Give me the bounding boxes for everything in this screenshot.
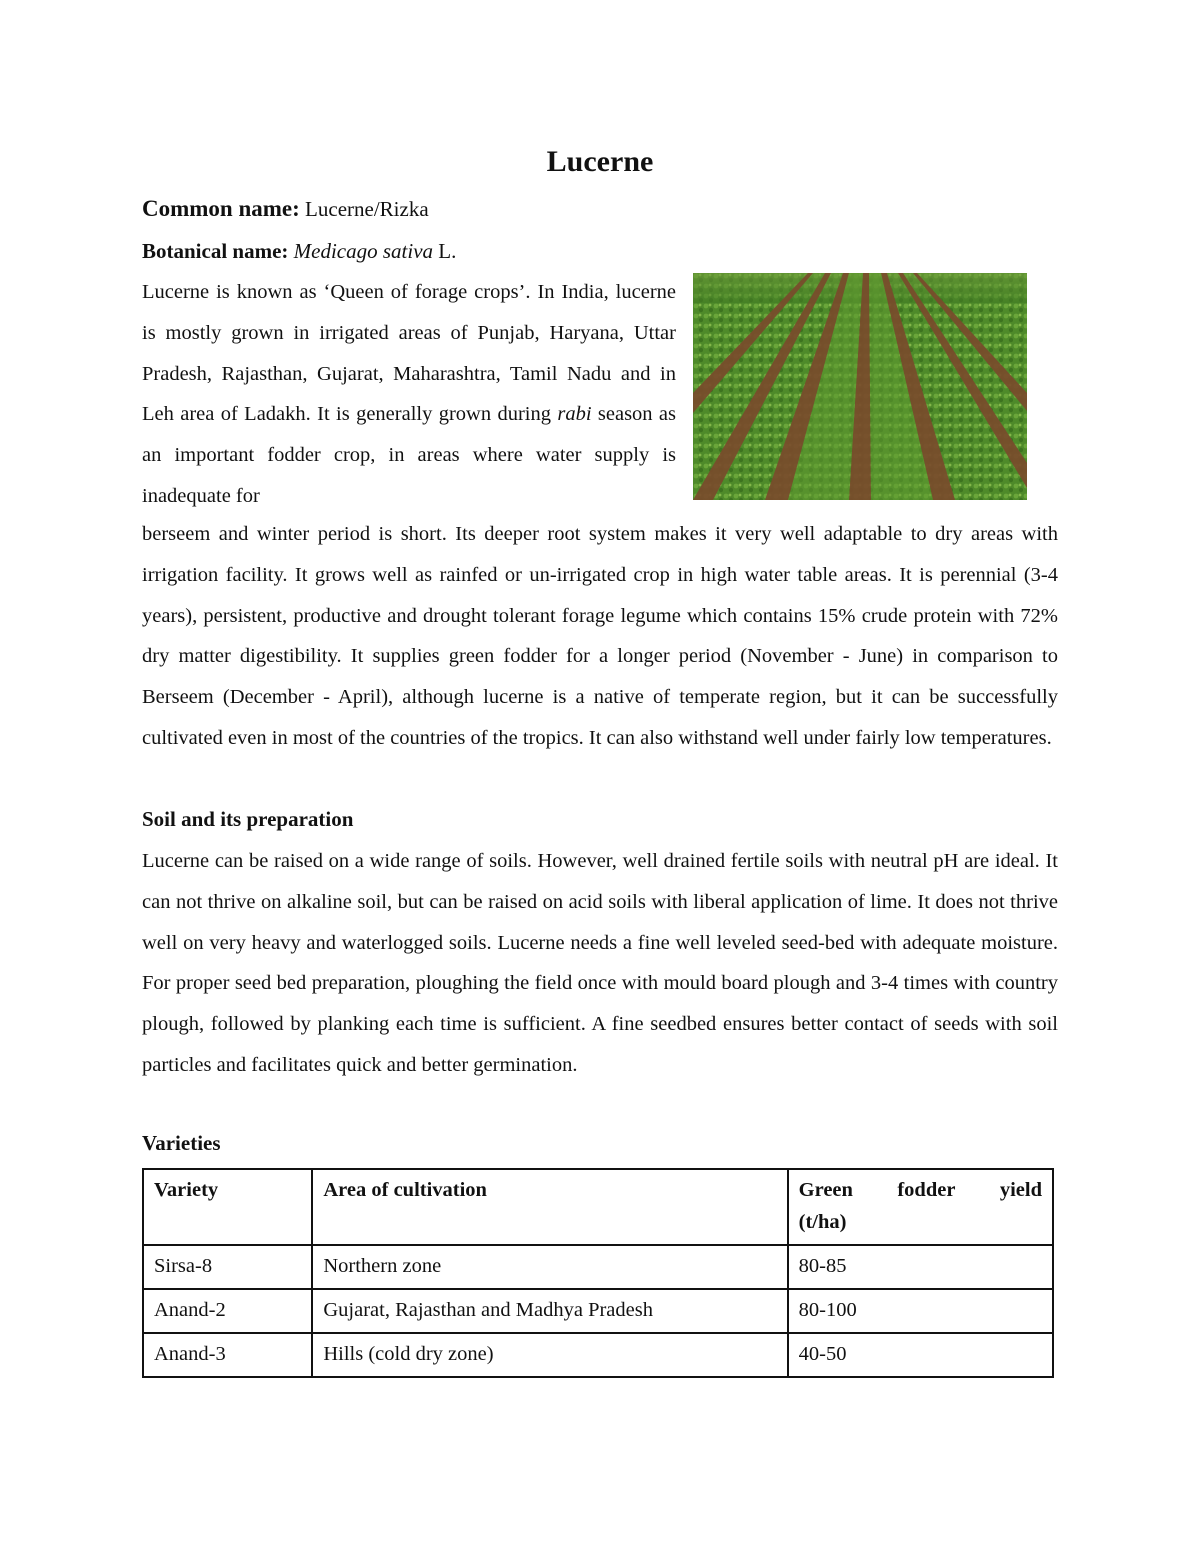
table-row xyxy=(143,1245,1053,1289)
field-illustration xyxy=(693,273,1027,500)
soil-paragraph: Lucerne can be raised on a wide range of soils. However, well drained fertile soils with neutral pH are ideal. It can not thrive on alkaline soil, but can be raised on acid soils with liberal application of lime. It does not thrive well on very heavy and waterlogged soils. Lucerne needs a fine well leveled seed-bed with adequate moisture. For proper seed bed preparation, ploughing the field once with mould board plough and 3-4 times with country plough, followed by planking each time is sufficient. A fine seedbed ensures better contact of seeds with soil particles and facilitates quick and better germination. xyxy=(142,850,1058,1076)
intro-text-a: Lucerne is known as ‘Queen of forage crops’. In India, lucerne is mostly grown in irrigated areas of Punjab, Haryana, Uttar Pradesh, Rajasthan, Gujarat, Maharashtra, Tamil Nadu and in Leh area of Ladakh. It is generally grown during xyxy=(142,281,676,426)
intro-continuation: berseem and winter period is short. Its deeper root system makes it very well adaptable to dry areas with irrigation facility. It grows well as rainfed or un-irrigated crop in high water table areas. It is perennial (3-4 years), persistent, productive and drought tolerant forage legume which contains 15% crude protein with 72% dry matter digestibility. It supplies green fodder for a longer period (November - June) in comparison to Berseem (December - April), although lucerne is a native of temperate region, but it can be successfully cultivated even in most of the countries of the tropics. It can also withstand well under fairly low temperatures. xyxy=(142,523,1058,749)
table-cell-yield: 80-85 xyxy=(788,1245,1053,1289)
table-cell-area: Hills (cold dry zone) xyxy=(312,1333,787,1377)
table-header-area: Area of cultivation xyxy=(312,1169,787,1245)
botanical-name-suffix: L. xyxy=(438,239,457,263)
page-title: Lucerne xyxy=(546,145,654,178)
table-header-yield xyxy=(788,1169,1053,1245)
yield-header-word-yield: yield xyxy=(999,1179,1042,1201)
intro-text-b: season as an important fodder crop, in areas where water supply is inadequate for xyxy=(142,403,676,507)
table-cell-variety: Anand-2 xyxy=(143,1289,312,1333)
table-cell-variety: Anand-3 xyxy=(143,1333,312,1377)
yield-header-line1 xyxy=(799,1174,1042,1206)
botanical-name-label: Botanical name: xyxy=(142,239,289,263)
intro-paragraph xyxy=(142,272,676,517)
table-row xyxy=(143,1333,1053,1377)
soil-heading: Soil and its preparation xyxy=(142,807,354,831)
botanical-name-italic: Medicago sativa xyxy=(293,239,434,263)
table-cell-yield: 40-50 xyxy=(788,1333,1053,1377)
table-header-row xyxy=(143,1169,1053,1245)
table-cell-area: Gujarat, Rajasthan and Madhya Pradesh xyxy=(312,1289,787,1333)
varieties-table xyxy=(142,1168,1054,1378)
table-cell-yield: 80-100 xyxy=(788,1289,1053,1333)
lucerne-field-photo xyxy=(693,273,1027,500)
botanical-name-line xyxy=(142,234,456,268)
yield-header-line2: (t/ha) xyxy=(798,1211,847,1233)
common-name-value: Lucerne/Rizka xyxy=(305,197,429,221)
common-name-label: Common name: xyxy=(142,196,300,221)
yield-header-word-fodder: fodder xyxy=(897,1179,956,1201)
varieties-heading: Varieties xyxy=(142,1131,221,1155)
table-row xyxy=(143,1289,1053,1333)
table-cell-variety: Sirsa-8 xyxy=(143,1245,312,1289)
intro-italic-rabi: rabi xyxy=(557,403,592,426)
yield-header-word-green: Green xyxy=(798,1179,853,1201)
table-cell-area: Northern zone xyxy=(312,1245,787,1289)
table-header-variety: Variety xyxy=(143,1169,312,1245)
common-name-line xyxy=(142,192,429,226)
